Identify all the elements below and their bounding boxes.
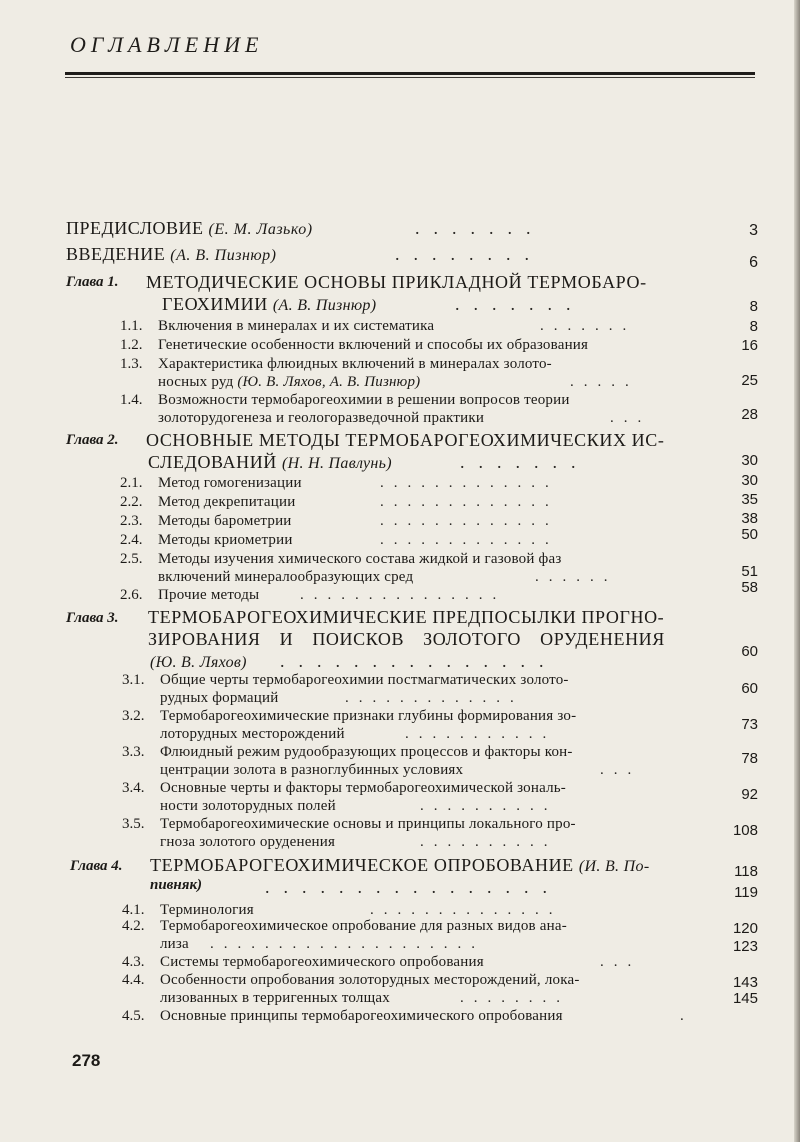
leader-dots: ... — [600, 762, 642, 778]
page-edge — [794, 0, 800, 1142]
chapter-author: (И. В. По- — [578, 858, 650, 875]
leader-dots: ............... — [280, 651, 558, 671]
entry-page: 145 — [732, 990, 758, 1007]
section-title: Прочие методы — [158, 587, 260, 603]
section-title: Метод гомогенизации — [158, 475, 302, 491]
section-title-line1: Особенности опробования золоторудных месторождений, лока- — [160, 972, 580, 988]
entry-page: 120 — [732, 920, 758, 937]
entry-page: 6 — [749, 254, 758, 271]
section-title: Генетические особенности включений и способы их образования — [158, 337, 589, 353]
chapter-author: (А. В. Пизнюр) — [272, 297, 377, 314]
section-number: 2.1. — [120, 475, 143, 491]
chapter-title-line1: ТЕРМОБАРОГЕОХИМИЧЕСКОЕ ОПРОБОВАНИЕ — [150, 855, 574, 875]
section-title: Методы криометрии — [158, 532, 293, 548]
section-number: 4.4. — [122, 972, 145, 988]
leader-dots: ................ — [265, 877, 561, 897]
section-number: 3.2. — [122, 708, 145, 724]
section-number: 4.3. — [122, 954, 145, 970]
page-heading: ОГЛАВЛЕНИЕ — [70, 32, 264, 57]
leader-dots: ........ — [395, 244, 543, 264]
leader-dots: ...... — [535, 569, 618, 585]
chapter-title-line2: ГЕОХИМИИ — [162, 294, 268, 314]
chapter-title-line1: ОСНОВНЫЕ МЕТОДЫ ТЕРМОБАРОГЕОХИМИЧЕСКИХ ИС- — [146, 430, 665, 450]
chapter-label: Глава 1. — [66, 274, 119, 290]
entry-page: 38 — [741, 510, 758, 527]
section-number: 4.2. — [122, 918, 145, 934]
section-title: Методы барометрии — [158, 513, 292, 529]
section-title-line2: ности золоторудных полей — [160, 798, 336, 814]
leader-dots: ............. — [380, 532, 559, 548]
entry-page: 60 — [741, 643, 758, 660]
entry-author: (Е. М. Лазько) — [208, 221, 313, 238]
entry-page: 92 — [741, 786, 758, 803]
section-number: 1.3. — [120, 356, 143, 372]
leader-dots: ....... — [415, 218, 545, 238]
section-title-line1: Термобарогеохимические основы и принципы локального про- — [160, 816, 576, 832]
section-title-line2: гноза золотого оруденения — [160, 834, 336, 850]
leader-dots: ..... — [570, 374, 639, 390]
section-title-line1: Методы изучения химического состава жидкой и газовой фаз — [158, 551, 562, 567]
section-title-line1: Возможности термобарогеохимии в решении вопросов теории — [158, 392, 570, 408]
section-title-line1: Флюидный режим рудообразующих процессов и факторы кон- — [160, 744, 573, 760]
entry-page: 30 — [741, 472, 758, 489]
chapter-author: (Ю. В. Ляхов) — [150, 654, 247, 671]
section-title-line2: носных руд — [158, 374, 234, 390]
entry-page: 51 — [741, 563, 758, 580]
chapter-title-line2: СЛЕДОВАНИЙ — [148, 452, 277, 472]
section-number: 3.5. — [122, 816, 145, 832]
section-title-line1: Основные черты и факторы термобарогеохимической зональ- — [160, 780, 566, 796]
section-number: 4.1. — [122, 902, 145, 918]
section-number: 3.4. — [122, 780, 145, 796]
entry-page: 143 — [732, 974, 758, 991]
entry-page: 50 — [741, 526, 758, 543]
entry-title: ВВЕДЕНИЕ — [66, 244, 166, 264]
leader-dots: ............. — [380, 494, 559, 510]
leader-dots: ............. — [380, 475, 559, 491]
section-title-line2: лиза — [160, 936, 189, 952]
section-title: Системы термобарогеохимического опробования — [160, 954, 484, 970]
entry-page: 30 — [741, 452, 758, 469]
section-title-line1: Характеристика флюидных включений в минералах золото- — [158, 356, 552, 372]
section-author: (Ю. В. Ляхов, А. В. Пизнюр) — [237, 374, 421, 390]
section-title-line2: лизованных в терригенных толщах — [160, 990, 390, 1006]
page-number: 278 — [72, 1051, 101, 1070]
chapter-title-line1: МЕТОДИЧЕСКИЕ ОСНОВЫ ПРИКЛАДНОЙ ТЕРМОБАРО- — [146, 272, 647, 292]
section-title: Терминология — [160, 902, 254, 918]
section-number: 2.2. — [120, 494, 143, 510]
entry-page: 58 — [741, 579, 758, 596]
entry-page: 118 — [734, 863, 758, 880]
section-number: 2.5. — [120, 551, 143, 567]
section-title: Включения в минералах и их систематика — [158, 318, 435, 334]
section-title-line2: рудных формаций — [160, 690, 279, 706]
section-number: 2.4. — [120, 532, 143, 548]
section-number: 2.6. — [120, 587, 143, 603]
chapter-title-line2: ЗИРОВАНИЯ И ПОИСКОВ ЗОЛОТОГО ОРУДЕНЕНИЯ — [148, 629, 665, 649]
entry-page: 78 — [741, 750, 758, 767]
section-title-line2: включений минералообразующих сред — [158, 569, 414, 585]
leader-dots: ............. — [345, 690, 524, 706]
entry-page: 25 — [741, 372, 758, 389]
chapter-label: Глава 4. — [70, 858, 123, 874]
chapter-title-line1: ТЕРМОБАРОГЕОХИМИЧЕСКИЕ ПРЕДПОСЫЛКИ ПРОГНО- — [148, 607, 665, 627]
section-title: Метод декрепитации — [158, 494, 296, 510]
section-title-line1: Термобарогеохимические признаки глубины формирования зо- — [160, 708, 577, 724]
leader-dots: .............. — [370, 902, 563, 918]
leader-dots: ... — [610, 410, 652, 426]
section-title-line2: центрации золота в разноглубинных условиях — [160, 762, 464, 778]
leader-dots: .......... — [420, 834, 558, 850]
section-title-line1: Общие черты термобарогеохимии постмагматических золото- — [160, 672, 569, 688]
section-number: 3.1. — [122, 672, 145, 688]
section-number: 1.1. — [120, 318, 143, 334]
section-title-line2: золоторудогенеза и геологоразведочной практики — [158, 410, 485, 426]
leader-dots: . — [680, 1008, 694, 1024]
section-number: 4.5. — [122, 1008, 145, 1024]
leader-dots: ....... — [455, 294, 585, 314]
leader-dots: ....... — [540, 318, 637, 334]
entry-page: 28 — [741, 406, 758, 423]
leader-dots: ... — [600, 954, 642, 970]
leader-dots: ............. — [380, 513, 559, 529]
chapter-author-cont: пивняк) — [150, 877, 203, 893]
entry-page: 108 — [732, 822, 758, 839]
section-number: 3.3. — [122, 744, 145, 760]
entry-page: 8 — [749, 318, 758, 335]
entry-page: 35 — [741, 491, 758, 508]
entry-page: 73 — [741, 716, 758, 733]
leader-dots: ........ — [460, 990, 570, 1006]
section-title-line2: лоторудных месторождений — [160, 726, 345, 742]
entry-title: ПРЕДИСЛОВИЕ — [66, 218, 204, 238]
entry-page: 16 — [741, 337, 758, 354]
leader-dots: ........... — [405, 726, 557, 742]
entry-page: 60 — [741, 680, 758, 697]
entry-page: 123 — [732, 938, 758, 955]
section-title: Основные принципы термобарогеохимического опробования — [160, 1008, 563, 1024]
heading-rule-thin — [65, 77, 755, 78]
chapter-label: Глава 3. — [66, 610, 119, 626]
entry-page: 119 — [734, 884, 758, 901]
entry-page: 3 — [749, 222, 758, 239]
leader-dots: .......... — [420, 798, 558, 814]
entry-author: (А. В. Пизнюр) — [170, 247, 277, 264]
section-title-line1: Термобарогеохимическое опробование для разных видов ана- — [160, 918, 567, 934]
leader-dots: ....... — [460, 452, 590, 472]
heading-rule — [65, 72, 755, 75]
chapter-label: Глава 2. — [66, 432, 119, 448]
section-number: 2.3. — [120, 513, 143, 529]
entry-page: 8 — [749, 298, 758, 315]
leader-dots: ............... — [300, 587, 507, 603]
section-number: 1.2. — [120, 337, 143, 353]
section-number: 1.4. — [120, 392, 143, 408]
chapter-author: (Н. Н. Павлунь) — [282, 455, 392, 472]
leader-dots: .................... — [210, 936, 485, 952]
